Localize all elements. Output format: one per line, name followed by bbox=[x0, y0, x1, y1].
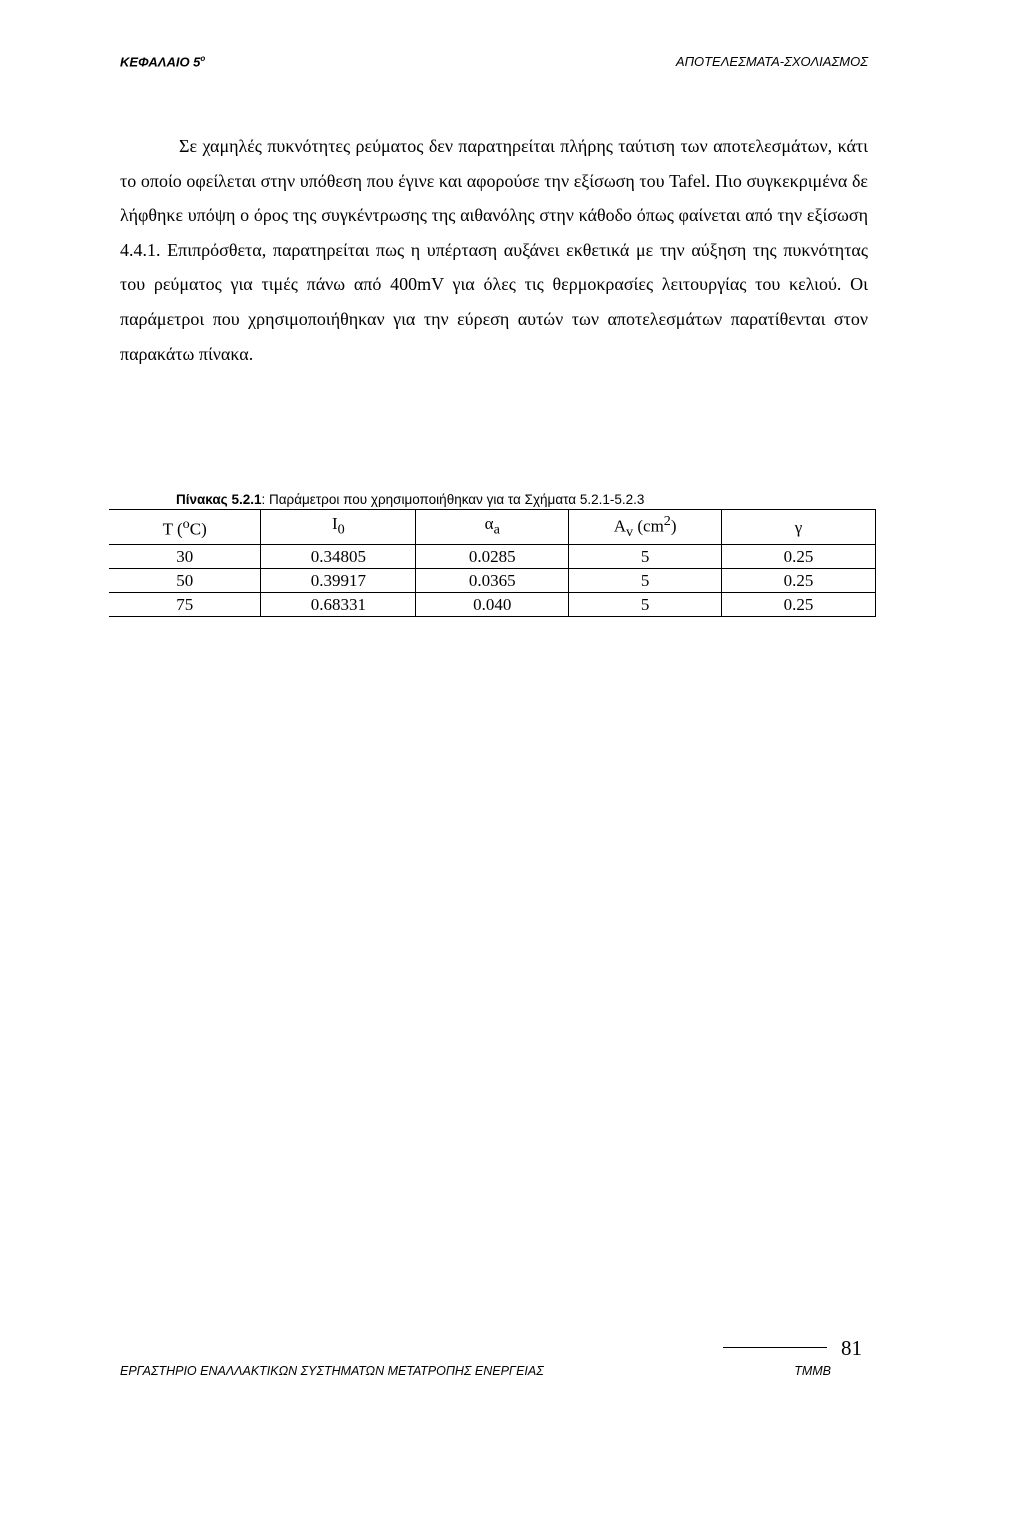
table-cell: 0.68331 bbox=[261, 593, 416, 617]
footer-department: ΤΜΜΒ bbox=[794, 1364, 831, 1378]
table-cell: 5 bbox=[569, 569, 722, 593]
table-cell: 0.040 bbox=[416, 593, 569, 617]
table-header-row bbox=[109, 510, 876, 545]
table-row bbox=[109, 569, 876, 593]
page-header bbox=[120, 54, 868, 69]
table-caption-text: : Παράμετροι που χρησιμοποιήθηκαν για τα Σχήματα 5.2.1-5.2.3 bbox=[261, 492, 645, 507]
table-cell: 0.39917 bbox=[261, 569, 416, 593]
table-cell: 5 bbox=[569, 593, 722, 617]
table-row bbox=[109, 545, 876, 569]
footer-lab-name: ΕΡΓΑΣΤΗΡΙΟ ΕΝΑΛΛΑΚΤΙΚΩΝ ΣΥΣΤΗΜΑΤΩΝ ΜΕΤΑΤΡΟΠΗΣ ΕΝΕΡΓΕΙΑΣ bbox=[120, 1364, 544, 1378]
section-title: ΑΠΟΤΕΛΕΣΜΑΤΑ-ΣΧΟΛΙΑΣΜΟΣ bbox=[675, 54, 868, 70]
page-footer bbox=[120, 1364, 831, 1378]
chapter-title: ΚΕΦΑΛΑΙΟ $5^o$ bbox=[120, 54, 206, 70]
table-cell: 0.25 bbox=[722, 545, 876, 569]
table-caption bbox=[176, 492, 644, 507]
table-cell: 0.0365 bbox=[416, 569, 569, 593]
table-row bbox=[109, 593, 876, 617]
table-cell: 50 bbox=[109, 569, 261, 593]
parameters-table bbox=[109, 509, 876, 617]
footer-divider bbox=[723, 1347, 827, 1348]
table-cell: 75 bbox=[109, 593, 261, 617]
page-number: 81 bbox=[841, 1336, 862, 1360]
header-io: $I_0$ bbox=[261, 510, 416, 545]
header-area: $A_v$ $(cm^2)$ bbox=[569, 510, 722, 545]
table-cell: 0.34805 bbox=[261, 545, 416, 569]
table-caption-label: Πίνακας 5.2.1 bbox=[176, 492, 262, 507]
table-cell: 0.25 bbox=[722, 593, 876, 617]
table-cell: 0.0285 bbox=[416, 545, 569, 569]
chapter-superscript: ο bbox=[200, 54, 206, 63]
table-cell: 5 bbox=[569, 545, 722, 569]
header-temperature: T ($^o$C) bbox=[109, 510, 261, 545]
table-cell: 0.25 bbox=[722, 569, 876, 593]
table-cell: 30 bbox=[109, 545, 261, 569]
header-gamma: γ bbox=[722, 510, 876, 545]
body-paragraph: Σε χαμηλές πυκνότητες ρεύματος δεν παρατηρείται πλήρης ταύτιση των αποτελεσμάτων, κάτι το οποίο οφείλεται στην υπόθεση που έγινε και αφορούσε την εξίσωση του Tafel. Πιο συγκεκριμένα δε λήφθηκε υπόψη ο όρος της συγκέντρωσης της αιθανόλης στην κάθοδο όπως φαίνεται από την εξίσωση 4.4.1. Επιπρόσθετα, παρατηρείται πως η υπέρταση αυξάνει εκθετικά με την αύξηση της πυκνότητας του ρεύματος για τιμές πάνω από 400mV για όλες τις θερμοκρασίες λειτουργίας του κελιού. Οι παράμετροι που χρησιμοποιήθηκαν για την εύρεση αυτών των αποτελεσμάτων παρατίθενται στον παρακάτω πίνακα. bbox=[120, 136, 868, 364]
header-alpha-a: $\alpha_a$ bbox=[416, 510, 569, 545]
